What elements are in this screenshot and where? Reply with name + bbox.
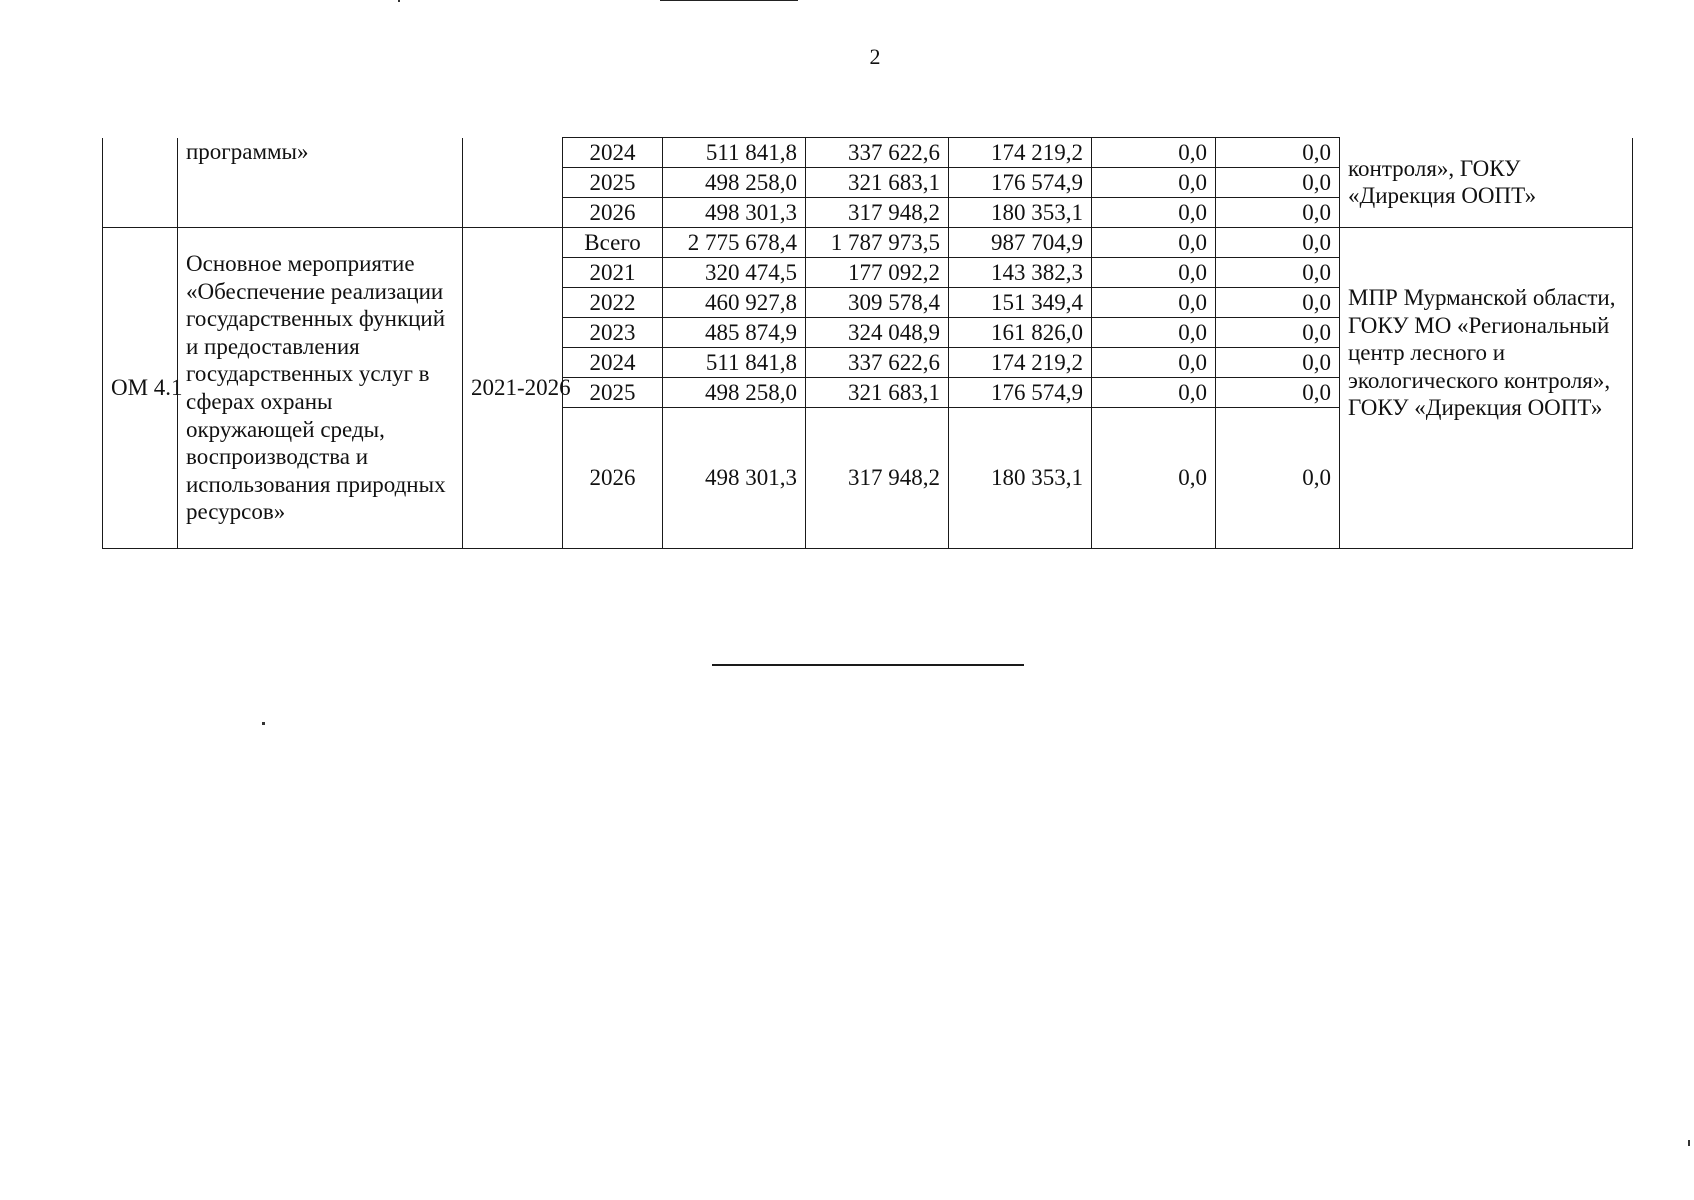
total-cell: 460 927,8 [663, 288, 806, 318]
other-sources-cell: 0,0 [1216, 228, 1340, 258]
other-sources-cell: 0,0 [1216, 288, 1340, 318]
federal-budget-cell: 174 219,2 [949, 138, 1092, 168]
budget-table [102, 137, 1633, 549]
total-cell: 320 474,5 [663, 258, 806, 288]
other-sources-cell: 0,0 [1216, 408, 1340, 549]
local-budget-cell: 0,0 [1092, 228, 1216, 258]
other-sources-cell: 0,0 [1216, 258, 1340, 288]
responsible-continuation: контроля», ГОКУ «Дирекция ООПТ» [1340, 138, 1633, 228]
regional-budget-cell: 317 948,2 [806, 198, 949, 228]
other-sources-cell: 0,0 [1216, 318, 1340, 348]
federal-budget-cell: 180 353,1 [949, 198, 1092, 228]
page-number: 2 [869, 44, 881, 69]
federal-budget-cell: 161 826,0 [949, 318, 1092, 348]
year-cell: 2021 [563, 258, 663, 288]
local-budget-cell: 0,0 [1092, 198, 1216, 228]
total-cell: 511 841,8 [663, 348, 806, 378]
total-cell: 498 301,3 [663, 198, 806, 228]
other-sources-cell: 0,0 [1216, 138, 1340, 168]
regional-budget-cell: 177 092,2 [806, 258, 949, 288]
total-cell: 498 258,0 [663, 168, 806, 198]
regional-budget-cell: 317 948,2 [806, 408, 949, 549]
year-cell: 2022 [563, 288, 663, 318]
local-budget-cell: 0,0 [1092, 258, 1216, 288]
year-cell: 2025 [563, 168, 663, 198]
other-sources-cell: 0,0 [1216, 348, 1340, 378]
regional-budget-cell: 309 578,4 [806, 288, 949, 318]
year-cell: 2026 [563, 408, 663, 549]
top-rule [660, 0, 798, 1]
federal-budget-cell: 176 574,9 [949, 168, 1092, 198]
regional-budget-cell: 1 787 973,5 [806, 228, 949, 258]
scan-speck [1688, 1140, 1690, 1146]
total-cell: 511 841,8 [663, 138, 806, 168]
measure-name: Основное мероприятие «Обеспечение реализации государственных функций и предоставления государственных услуг в сферах охраны окружающей среды, воспроизводства и использования природных ресурсов» [178, 228, 463, 549]
federal-budget-cell: 174 219,2 [949, 348, 1092, 378]
regional-budget-cell: 321 683,1 [806, 168, 949, 198]
local-budget-cell: 0,0 [1092, 288, 1216, 318]
other-sources-cell: 0,0 [1216, 198, 1340, 228]
local-budget-cell: 0,0 [1092, 168, 1216, 198]
other-sources-cell: 0,0 [1216, 168, 1340, 198]
regional-budget-cell: 337 622,6 [806, 348, 949, 378]
regional-budget-cell: 337 622,6 [806, 138, 949, 168]
total-cell: 498 258,0 [663, 378, 806, 408]
code-cell-empty [103, 138, 178, 228]
implementation-period: 2021-2026 [463, 228, 563, 549]
federal-budget-cell: 987 704,9 [949, 228, 1092, 258]
year-cell: 2023 [563, 318, 663, 348]
period-cell-empty [463, 138, 563, 228]
total-cell: 2 775 678,4 [663, 228, 806, 258]
end-of-document-rule [712, 664, 1024, 666]
year-cell: Всего [563, 228, 663, 258]
other-sources-cell: 0,0 [1216, 378, 1340, 408]
total-cell: 498 301,3 [663, 408, 806, 549]
regional-budget-cell: 321 683,1 [806, 378, 949, 408]
federal-budget-cell: 176 574,9 [949, 378, 1092, 408]
year-cell: 2024 [563, 138, 663, 168]
local-budget-cell: 0,0 [1092, 348, 1216, 378]
measure-name-continuation: программы» [178, 138, 463, 228]
federal-budget-cell: 180 353,1 [949, 408, 1092, 549]
federal-budget-cell: 143 382,3 [949, 258, 1092, 288]
measure-code: ОМ 4.1 [103, 228, 178, 549]
local-budget-cell: 0,0 [1092, 138, 1216, 168]
total-cell: 485 874,9 [663, 318, 806, 348]
federal-budget-cell: 151 349,4 [949, 288, 1092, 318]
scan-speck [398, 0, 400, 2]
regional-budget-cell: 324 048,9 [806, 318, 949, 348]
year-cell: 2026 [563, 198, 663, 228]
year-cell: 2024 [563, 348, 663, 378]
scan-speck [262, 722, 265, 725]
local-budget-cell: 0,0 [1092, 378, 1216, 408]
local-budget-cell: 0,0 [1092, 408, 1216, 549]
year-cell: 2025 [563, 378, 663, 408]
responsible-executor: МПР Мурманской области, ГОКУ МО «Региональный центр лесного и экологического контроля», ГОКУ «Дирекция ООПТ» [1340, 228, 1633, 549]
local-budget-cell: 0,0 [1092, 318, 1216, 348]
table-row [103, 228, 1633, 258]
table-row [103, 138, 1633, 168]
